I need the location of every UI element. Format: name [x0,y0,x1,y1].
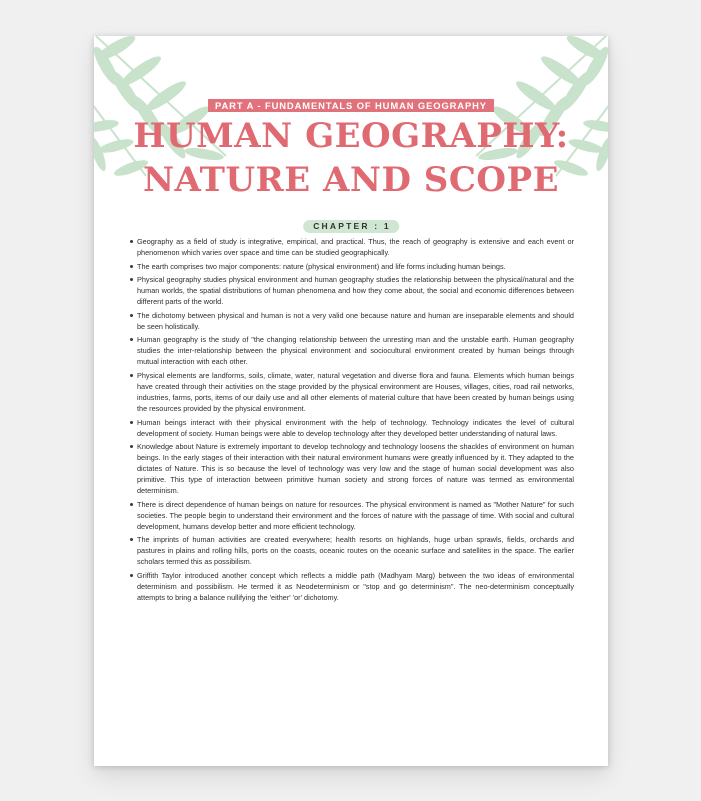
bullet-item [130,310,574,332]
chapter-badge: CHAPTER : 1 [303,220,399,233]
document-page [94,36,608,766]
bullet-item [130,441,574,496]
bullet-item [130,274,574,307]
title-line-1: HUMAN GEOGRAPHY: [133,116,569,156]
bullet-item [130,534,574,567]
bullet-item [130,334,574,367]
title-line-2: NATURE AND SCOPE [142,160,560,200]
bullet-text: Physical geography studies physical environment and human geography studies the relationship between the physical/natural and the human worlds, the spatial distributions of human phenomena and how they come about, the social and economic differences between different parts of the world. [137,275,574,307]
bullet-dot-icon [130,240,133,243]
bullet-item [130,236,574,258]
bullet-dot-icon [130,374,133,377]
bullet-dot-icon [130,338,133,341]
bullet-item [130,370,574,414]
bullet-text: Physical elements are landforms, soils, climate, water, natural vegetation and diverse flora and fauna. Elements which human beings have created through their activities on the stage provided by the physical environment are Houses, villages, cities, road rail networks, industries, farms, ports, items of our daily use and all other elements of material culture that have been created by human beings using the resources provided by the physical environment. [137,370,574,413]
bullet-dot-icon [130,421,133,424]
bullet-dot-icon [130,278,133,281]
bullet-text: The dichotomy between physical and human is not a very valid one because nature and human are inseparable elements and should be seen holistically. [137,310,574,331]
bullet-item [130,570,574,603]
bullet-dot-icon [130,314,133,317]
bullet-text: Geography as a field of study is integrative, empirical, and practical. Thus, the reach of geography is extensive and each event or phenomenon which varies over space and time can be studied geographically. [137,237,574,257]
bullet-item [130,417,574,439]
bullet-dot-icon [130,574,133,577]
bullet-text: Griffith Taylor introduced another concept which reflects a middle path (Madhyam Marg) between the two ideas of environmental determinism and possibilism. He termed it as Neodeterminism or "stop and go determinism". The neo-determinism conceptually attempts to bring a balance nullifying the 'either' 'or' dichotomy. [137,570,574,602]
page-title [94,114,608,202]
bullet-text: The earth comprises two major components: nature (physical environment) and life forms including human beings. [137,261,506,271]
summary-content [130,236,574,606]
bullet-dot-icon [130,538,133,541]
bullet-item [130,499,574,532]
bullet-dot-icon [130,445,133,448]
bullet-text: There is direct dependence of human beings on nature for resources. The physical environment is named as "Mother Nature" for such societies. The people begin to understand their environment and the forces of nature with the passage of time. With social and cultural development, humans develop better and more efficient technology. [137,499,574,531]
bullet-item [130,261,574,272]
bullet-text: Human geography is the study of "the changing relationship between the unresting man and the unstable earth. Human geography studies the inter-relationship between the physical environment and sociocultural environment created by human beings through mutual interaction with each other. [137,335,574,367]
bullet-dot-icon [130,503,133,506]
summary-bullet-list [130,236,574,603]
bullet-dot-icon [130,265,133,268]
part-label: PART A - FUNDAMENTALS OF HUMAN GEOGRAPHY [208,99,494,112]
bullet-text: Knowledge about Nature is extremely important to develop technology and technology loosens the shackles of environment on human beings. In the early stages of their interaction with their natural environment humans were greatly influenced by it. They adapted to the dictates of Nature. This is so because the level of technology was very low and the stage of human social development was also primitive. This type of interaction between primitive human society and strong forces of nature was termed as environmental determinism. [137,442,574,496]
bullet-text: Human beings interact with their physical environment with the help of technology. Technology indicates the level of cultural development of society. Human beings were able to develop technology after they developed better understanding of natural laws. [137,417,574,438]
bullet-text: The imprints of human activities are created everywhere; health resorts on highlands, huge urban sprawls, fields, orchards and pastures in plains and rolling hills, ports on the coasts, oceanic routes on the oceanic surface and satellites in the space. The earlier scholars termed this as possibilism. [137,535,574,567]
